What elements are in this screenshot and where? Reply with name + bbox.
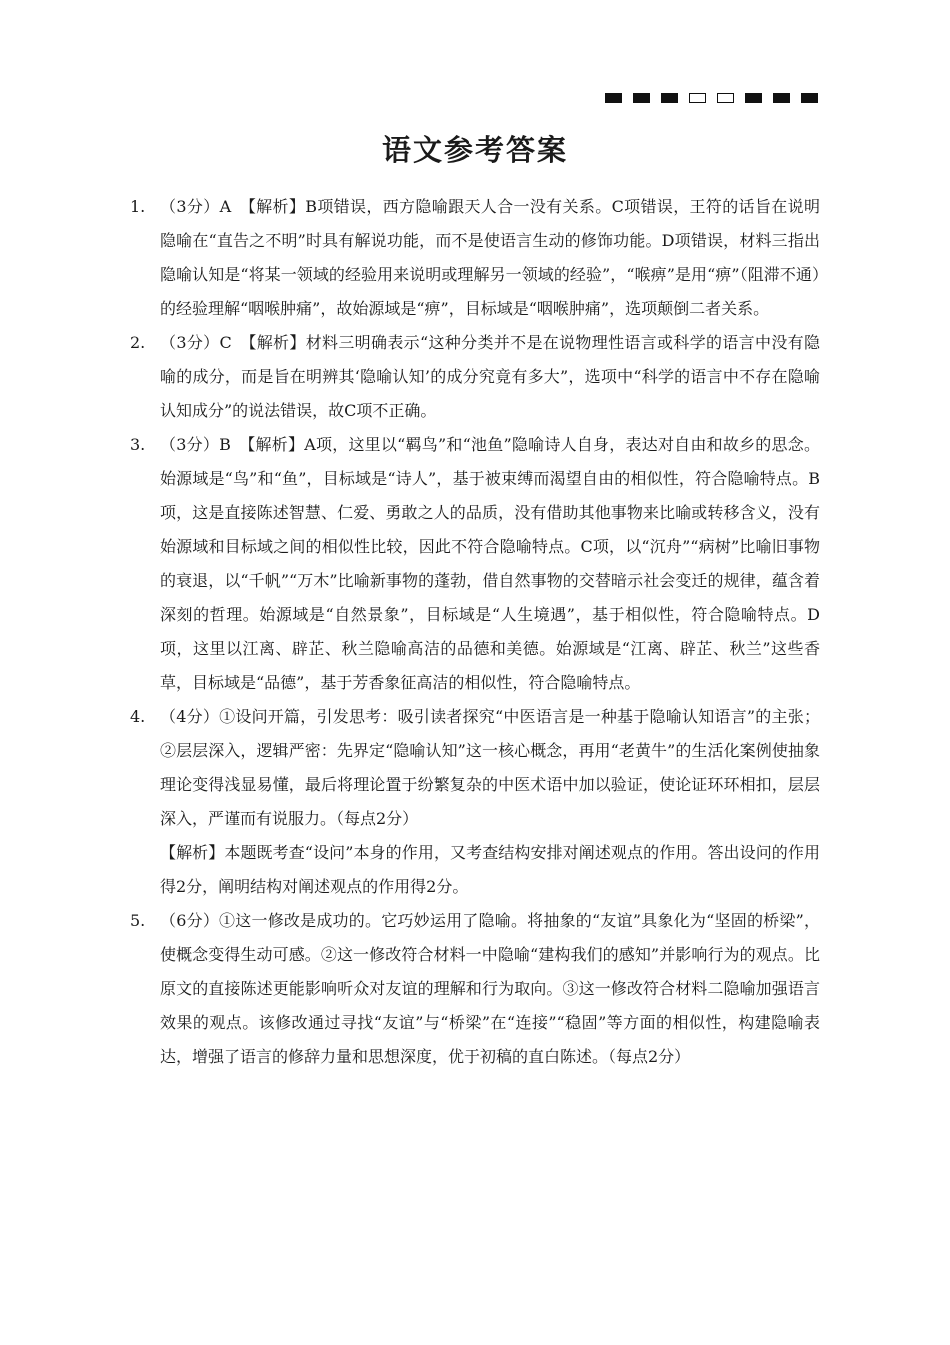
- answer-body: [160, 904, 820, 1074]
- answer-paragraph: （3分）A 【解析】B项错误，西方隐喻跟天人合一没有关系。C项错误，王符的话旨在说明隐喻在“直告之不明”时具有解说功能，而不是使语言生动的修饰功能。D项错误，材料三指出隐喻认知是“将某一领域的经验用来说明或理解另一领域的经验”，“喉痹”是用“痹”（阻滞不通）的经验理解“咽喉肿痛”，故始源域是“痹”，目标域是“咽喉肿痛”，选项颠倒二者关系。: [160, 197, 820, 318]
- answer-paragraph: （6分）①这一修改是成功的。它巧妙运用了隐喻。将抽象的“友谊”具象化为“坚固的桥梁”，使概念变得生动可感。②这一修改符合材料一中隐喻“建构我们的感知”并影响行为的观点。比原文的直接陈述更能影响听众对友谊的理解和行为取向。③这一修改符合材料二隐喻加强语言效果的观点。该修改通过寻找“友谊”与“桥梁”在“连接”“稳固”等方面的相似性，构建隐喻表达，增强了语言的修辞力量和思想深度，优于初稿的直白陈述。（每点2分）: [160, 911, 820, 1066]
- filled-square-mark: [745, 93, 762, 103]
- answer-list: [130, 190, 820, 1074]
- answer-item: [130, 326, 820, 428]
- answer-item: [130, 904, 820, 1074]
- filled-square-mark: [801, 93, 818, 103]
- hollow-square-mark: [689, 93, 706, 103]
- answer-paragraph: （3分）C 【解析】材料三明确表示“这种分类并不是在说物理性语言或科学的语言中没有隐喻的成分，而是旨在明辨其‘隐喻认知’的成分究竟有多大”，选项中“科学的语言中不存在隐喻认知成分”的说法错误，故C项不正确。: [160, 333, 820, 420]
- answer-item: [130, 190, 820, 326]
- answer-body: [160, 190, 820, 326]
- answer-body: [160, 326, 820, 428]
- filled-square-mark: [633, 93, 650, 103]
- answer-item: [130, 700, 820, 904]
- answer-body: [160, 428, 820, 700]
- answer-item: [130, 428, 820, 700]
- page-title: 语文参考答案: [381, 133, 568, 167]
- answer-body: [160, 700, 820, 904]
- hollow-square-mark: [717, 93, 734, 103]
- answer-number: 1.: [130, 197, 146, 216]
- filled-square-mark: [773, 93, 790, 103]
- answer-paragraph: （4分）①设问开篇，引发思考：吸引读者探究“中医语言是一种基于隐喻认知语言”的主张；②层层深入，逻辑严密：先界定“隐喻认知”这一核心概念，再用“老黄牛”的生活化案例使抽象理论变得浅显易懂，最后将理论置于纷繁复杂的中医术语中加以验证，使论证环环相扣，层层深入，严谨而有说服力。（每点2分）: [160, 707, 820, 828]
- filled-square-mark: [661, 93, 678, 103]
- answer-number: 2.: [130, 333, 146, 352]
- answer-number: 4.: [130, 707, 146, 726]
- answer-number: 5.: [130, 911, 146, 930]
- answer-paragraph: （3分）B 【解析】A项，这里以“羁鸟”和“池鱼”隐喻诗人自身，表达对自由和故乡的思念。始源域是“鸟”和“鱼”，目标域是“诗人”，基于被束缚而渴望自由的相似性，符合隐喻特点。B项，这是直接陈述智慧、仁爱、勇敢之人的品质，没有借助其他事物来比喻或转移含义，没有始源域和目标域之间的相似性比较，因此不符合隐喻特点。C项，以“沉舟”“病树”比喻旧事物的衰退，以“千帆”“万木”比喻新事物的蓬勃，借自然事物的交替暗示社会变迁的规律，蕴含着深刻的哲理。始源域是“自然景象”，目标域是“人生境遇”，基于相似性，符合隐喻特点。D项，这里以江离、辟芷、秋兰隐喻高洁的品德和美德。始源域是“江离、辟芷、秋兰”这些香草，目标域是“品德”，基于芳香象征高洁的相似性，符合隐喻特点。: [160, 435, 820, 692]
- answer-paragraph: 【解析】本题既考查“设问”本身的作用，又考查结构安排对阐述观点的作用。答出设问的作用得2分，阐明结构对阐述观点的作用得2分。: [160, 843, 820, 896]
- answer-number: 3.: [130, 435, 146, 454]
- header-marks: [605, 93, 818, 103]
- filled-square-mark: [605, 93, 622, 103]
